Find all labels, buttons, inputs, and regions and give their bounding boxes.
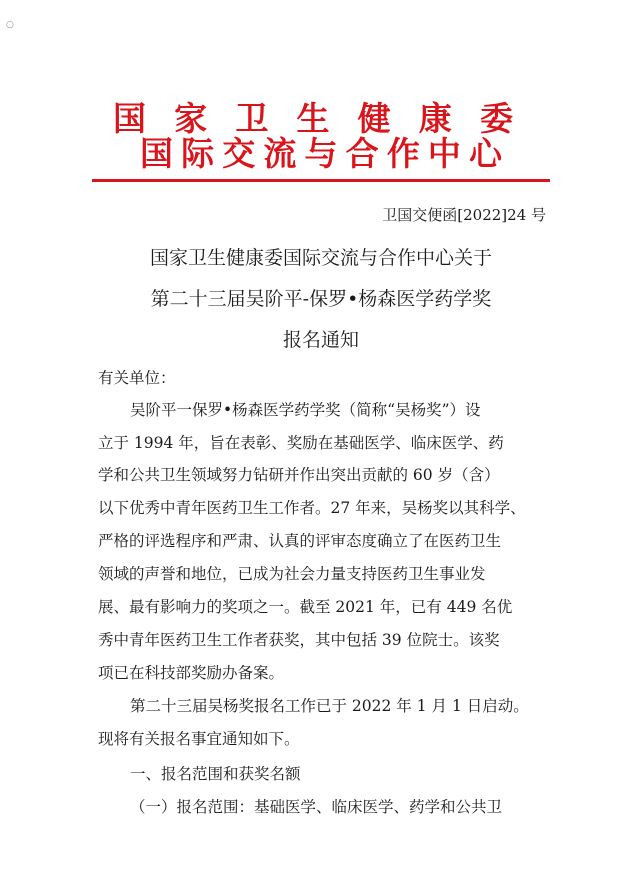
paragraph-line: 严格的评选程序和严肃、认真的评审态度确立了在医药卫生 <box>98 532 502 550</box>
paragraph-line: 展、最有影响力的奖项之一。截至 2021 年，已有 449 名优 <box>98 598 513 616</box>
letterhead-char: 与 <box>304 134 338 173</box>
letterhead-char: 国 <box>113 99 146 138</box>
paragraph-line: 以下优秀中青年医药卫生工作者。27 年来，吴杨奖以其科学、 <box>98 499 526 517</box>
section-heading: 一、报名范围和获奖名额 <box>130 765 301 783</box>
letterhead-line-1 <box>113 99 513 139</box>
paragraph-line: 项已在科技部奖励办备案。 <box>98 664 285 682</box>
title-line-2: 第二十三届吴阶平-保罗•杨森医学药学奖 <box>150 288 492 310</box>
paragraph-line: 吴阶平一保罗•杨森医学药学奖（简称“吴杨奖”）设 <box>130 401 481 419</box>
letterhead-char: 健 <box>357 99 391 138</box>
letterhead-char: 家 <box>174 99 208 138</box>
paragraph-line: 学和公共卫生领域努力钻研并作出突出贡献的 60 岁（含） <box>98 466 500 484</box>
salutation: 有关单位： <box>98 369 176 387</box>
letterhead-char: 委 <box>479 99 513 138</box>
letterhead-char: 合 <box>345 134 379 173</box>
letterhead-char: 国 <box>140 134 173 173</box>
letterhead-char: 心 <box>469 134 502 173</box>
paragraph-line: （一）报名范围：基础医学、临床医学、药学和公共卫 <box>130 798 503 816</box>
letterhead-char: 作 <box>386 134 420 173</box>
paragraph-line: 领域的声誉和地位，已成为社会力量支持医药卫生事业发 <box>98 565 486 583</box>
document-number: 卫国交便函[2022]24 号 <box>382 206 546 224</box>
letterhead-char: 生 <box>296 99 330 138</box>
paragraph-line: 现将有关报名事宜通知如下。 <box>98 730 300 748</box>
letterhead-line-2 <box>140 134 502 174</box>
paragraph-line: 秀中青年医药卫生工作者获奖，其中包括 39 位院士。该奖 <box>98 631 500 649</box>
title-line-1: 国家卫生健康委国际交流与合作中心关于 <box>149 247 492 269</box>
scan-mark: ○ <box>6 20 14 30</box>
letterhead-char: 交 <box>222 134 256 173</box>
letterhead-char: 中 <box>427 134 461 173</box>
letterhead-char: 康 <box>418 99 452 138</box>
letterhead-char: 流 <box>263 134 297 173</box>
title-line-3: 报名通知 <box>282 329 359 351</box>
paragraph-line: 第二十三届吴杨奖报名工作已于 2022 年 1 月 1 日启动。 <box>130 697 529 715</box>
letterhead-char: 际 <box>181 134 215 173</box>
paragraph-line: 立于 1994 年，旨在表彰、奖励在基础医学、临床医学、药 <box>98 434 504 452</box>
letterhead-divider <box>92 179 550 182</box>
letterhead-char: 卫 <box>235 99 269 138</box>
